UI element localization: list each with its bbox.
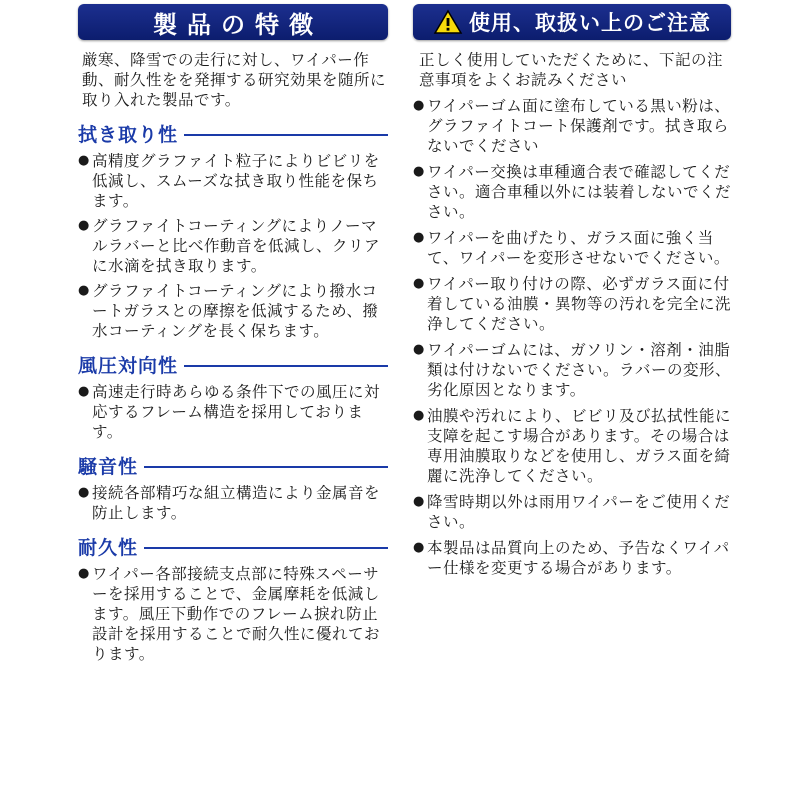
section-heading: [78, 533, 388, 560]
bullet-icon: ●: [413, 494, 425, 509]
caution-item: [413, 492, 731, 532]
caution-item-text: ワイパーゴム面に塗布している黒い粉は、グラファイトコート保護剤です。拭き取らないでください: [427, 97, 731, 155]
caution-item: [413, 228, 731, 268]
caution-item-text: 降雪時期以外は雨用ワイパーをご使用ください。: [427, 493, 731, 531]
section-divider: [144, 547, 388, 549]
caution-item-text: ワイパーゴムには、ガソリン・溶剤・油脂類は付けないでください。ラバーの変形、劣化原因となります。: [427, 341, 732, 399]
bullet-icon: ●: [413, 230, 425, 245]
bullet-icon: ●: [78, 384, 90, 399]
section-title: 風圧対向性: [78, 355, 179, 377]
feature-item-text: グラファイトコーティングによりノーマルラバーと比べ作動音を低減し、クリアに水滴を拭き取ります。: [92, 217, 381, 275]
section-title: 騒音性: [78, 456, 139, 478]
caution-item-text: 油膜や汚れにより、ビビリ及び払拭性能に支障を起こす場合があります。その場合は専用油膜取りなどを使用し、ガラス面を綺麗に洗浄してください。: [427, 407, 732, 485]
section-divider: [144, 466, 388, 468]
feature-item-text: ワイパー各部接続支点部に特殊スペーサーを採用することで、金属摩耗を低減します。風圧下動作でのフレーム捩れ防止設計を採用することで耐久性に優れております。: [92, 565, 381, 663]
feature-item: [78, 281, 388, 341]
feature-item: [78, 151, 388, 211]
feature-item: [78, 483, 388, 523]
features-intro: 厳寒、降雪での走行に対し、ワイパー作動、耐久性をを発揮する研究効果を随所に取り入れた製品です。: [82, 51, 387, 109]
bullet-icon: ●: [78, 485, 90, 500]
cautions-banner-title: 使用、取扱い上のご注意: [469, 11, 711, 35]
bullet-icon: ●: [78, 153, 90, 168]
cautions-list: [413, 96, 731, 578]
caution-item: [413, 162, 731, 222]
caution-item: [413, 538, 731, 578]
bullet-icon: ●: [78, 283, 90, 298]
caution-item-text: ワイパー交換は車種適合表で確認してください。適合車種以外には装着しないでください。: [427, 163, 732, 221]
bullet-icon: ●: [78, 566, 90, 581]
features-column: [78, 0, 388, 669]
feature-sections: [78, 120, 388, 664]
bullet-icon: ●: [413, 540, 425, 555]
caution-item: [413, 406, 731, 486]
bullet-icon: ●: [413, 276, 425, 291]
cautions-column: [413, 0, 731, 584]
bullet-icon: ●: [78, 218, 90, 233]
caution-item-text: ワイパー取り付けの際、必ずガラス面に付着している油膜・異物等の汚れを完全に洗浄してください。: [427, 275, 732, 333]
caution-item-text: ワイパーを曲げたり、ガラス面に強く当て、ワイパーを変形させないでください。: [427, 229, 730, 267]
feature-item: [78, 382, 388, 442]
bullet-icon: ●: [413, 98, 425, 113]
section-divider: [184, 134, 388, 136]
bullet-icon: ●: [413, 164, 425, 179]
section-heading: [78, 351, 388, 378]
features-banner-title: 製品の特徴: [153, 10, 323, 39]
caution-item: [413, 340, 731, 400]
bullet-icon: ●: [413, 342, 425, 357]
caution-item: [413, 96, 731, 156]
feature-item-text: 接続各部精巧な組立構造により金属音を防止します。: [92, 484, 381, 522]
section-heading: [78, 120, 388, 147]
section-heading: [78, 452, 388, 479]
feature-item: [78, 216, 388, 276]
features-banner: [78, 4, 388, 40]
caution-item: [413, 274, 731, 334]
bullet-icon: ●: [413, 408, 425, 423]
section-divider: [184, 365, 388, 367]
section-title: 耐久性: [78, 537, 139, 559]
warning-icon: [433, 9, 463, 35]
cautions-banner: [413, 4, 731, 40]
caution-item-text: 本製品は品質向上のため、予告なくワイパー仕様を変更する場合があります。: [427, 539, 730, 577]
feature-item-text: 高速走行時あらゆる条件下での風圧に対応するフレーム構造を採用しております。: [92, 383, 381, 441]
cautions-intro: 正しく使用していただくために、下記の注意事項をよくお読みください: [419, 51, 724, 89]
feature-item-text: グラファイトコーティングにより撥水コートガラスとの摩擦を低減するため、撥水コーティングを長く保ちます。: [92, 282, 379, 340]
section-title: 拭き取り性: [78, 124, 179, 146]
feature-item: [78, 564, 388, 664]
feature-item-text: 高精度グラファイト粒子によりビビリを低減し、スムーズな拭き取り性能を保ちます。: [92, 152, 380, 210]
